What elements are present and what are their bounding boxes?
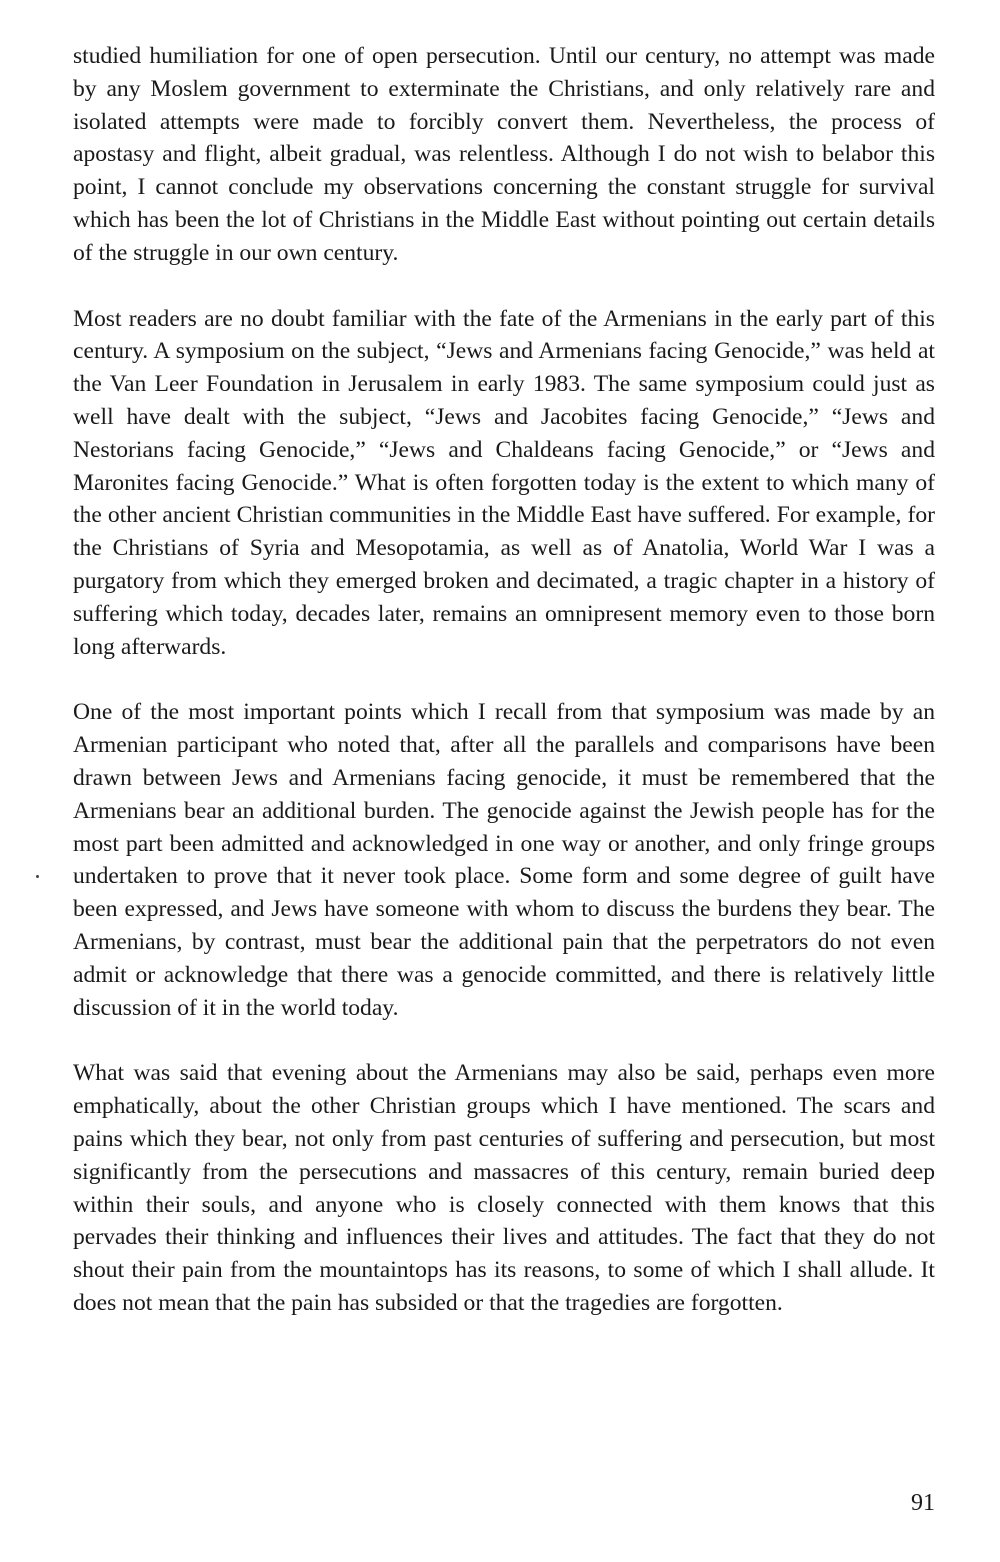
paragraph-1: studied humiliation for one of open persecution. Until our century, no attempt was made by any Moslem government to exterminate the Christians, and only relatively rare and isolated attempts were made to forcibly convert them. Nevertheless, the process of apostasy and flight, albeit gradual, was relentless. Although I do not wish to belabor this point, I cannot conclude my observations concerning the constant struggle for survival which has been the lot of Christians in the Middle East without pointing out certain details of the struggle in our own century. — [73, 43, 935, 266]
paragraph-3: One of the most important points which I recall from that symposium was made by an Armenian participant who noted that, after all the parallels and comparisons have been drawn between Jews and Armenians facing genocide, it must be remembered that the Armenians bear an additional burden. The genocide against the Jewish people has for the most part been admitted and acknowledged in one way or another, and only fringe groups undertaken to prove that it never took place. Some form and some degree of guilt have been expressed, and Jews have someone with whom to discuss the burdens they bear. The Armenians, by contrast, must bear the additional pain that the perpetrators do not even admit or acknowledge that there was a genocide committed, and there is relatively little discussion of it in the world today. — [73, 699, 935, 1021]
stray-ink-mark — [36, 875, 39, 878]
paragraph-4: What was said that evening about the Armenians may also be said, perhaps even more emphatically, about the other Christian groups which I have mentioned. The scars and pains which they bear, not only from past centuries of suffering and persecution, but most significantly from the persecutions and massacres of this century, remain buried deep within their souls, and anyone who is closely connected with them knows that this pervades their thinking and influences their lives and attitudes. The fact that they do not shout their pain from the mountaintops has its reasons, to some of which I shall allude. It does not mean that the pain has subsided or that the tragedies are forgotten. — [73, 1060, 935, 1316]
paragraph-2: Most readers are no doubt familiar with the fate of the Armenians in the early part of this century. A symposium on the subject, “Jews and Armenians facing Genocide,” was held at the Van Leer Foundation in Jerusalem in early 1983. The same symposium could just as well have dealt with the subject, “Jews and Jacobites facing Genocide,” “Jews and Nestorians facing Genocide,” “Jews and Chaldeans facing Genocide,” or “Jews and Maronites facing Genocide.” What is often forgotten today is the extent to which many of the other ancient Christian communities in the Middle East have suffered. For example, for the Christians of Syria and Mesopotamia, as well as of Anatolia, World War I was a purgatory from which they emerged broken and decimated, a tragic chapter in a history of suffering which today, decades later, remains an omnipresent memory even to those born long afterwards. — [73, 305, 935, 660]
page-body — [73, 40, 935, 1353]
page-number: 91 — [911, 1490, 935, 1516]
